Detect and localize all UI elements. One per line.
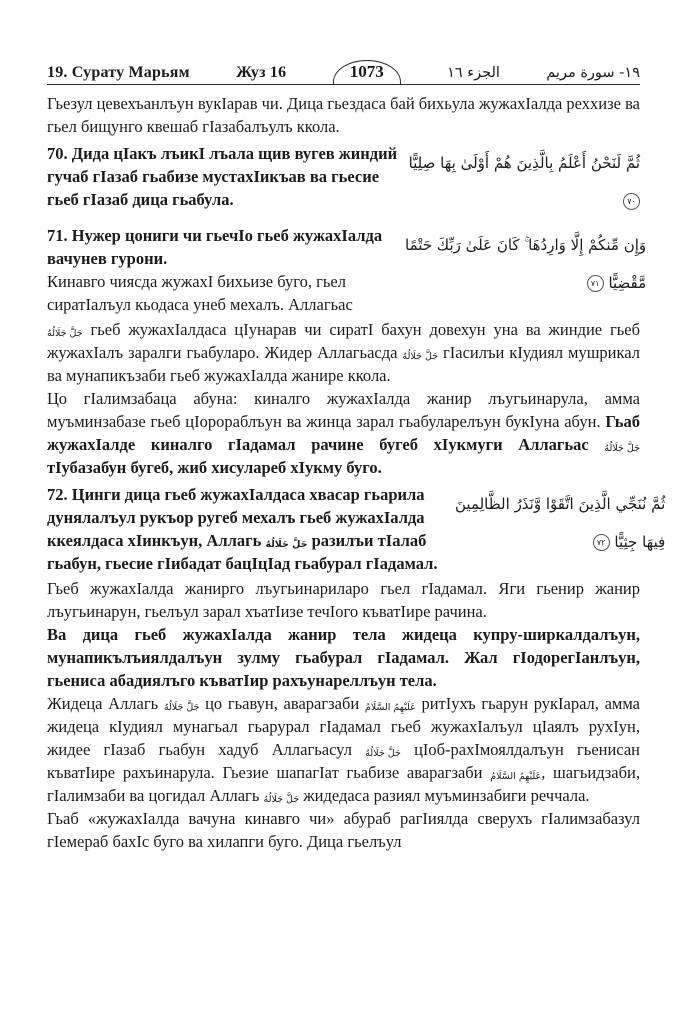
jalla-jalaluhu-honorific: جَلَّ جَلَالُهُ (402, 351, 439, 362)
ayah-marker-72: ٧٢ (593, 534, 610, 551)
paragraph-believers (47, 692, 640, 807)
verse-72-arabic-line1: ثُمَّ نُنَجِّي الَّذِينَ اتَّقَوْا وَّنَذَرُ الظَّالِمِينَ (455, 495, 666, 513)
commentary-text: жидедаса разиял муъминзабиги реччала. (299, 786, 590, 805)
page-number-tab (333, 60, 401, 84)
jalla-jalaluhu-honorific: جَلَّ جَلَالُهُ (263, 794, 300, 805)
verse-72-translation-b: разилъи тIалаб гьабун, гьесие гIибадат бацIцIад гьабурал гIадамал. (47, 531, 438, 573)
commentary-text: Жидеца Аллагь (47, 694, 164, 713)
alayhim-assalam-honorific: عَلَيْهِمُ السَّلَامُ (364, 702, 416, 713)
jalla-jalaluhu-honorific: جَلَّ جَلَالُهُ (163, 702, 200, 713)
ayah-marker-71: ٧١ (587, 275, 604, 292)
verse-70-arabic-text: ثُمَّ لَنَحْنُ أَعْلَمُ بِالَّذِينَ هُمْ أَوْلَىٰ بِهَا صِلِيًّا (408, 154, 640, 172)
verse-72-translation (47, 483, 455, 575)
jalla-jalaluhu-honorific: جَلَّ جَلَالُهُ (265, 539, 308, 550)
verse-72-arabic (455, 483, 665, 575)
header-surah-title-cyrillic: 19. Сурату Марьям (47, 64, 190, 81)
commentary-text: , шагьидзаби, гIалимзаби ва цогидал Аллагь (47, 763, 640, 805)
header-surah-title-arabic: ١٩- سورة مريم (546, 65, 640, 81)
page-header (47, 50, 640, 85)
commentary-bold-text: тIубазабун бугеб, жиб хисулареб хIукму буго. (47, 458, 382, 477)
header-juz-arabic: الجزء ١٦ (447, 65, 500, 81)
verse-70-translation: 70. Дида цIакъ лъикI лъала щив вугев жиндий гучаб гIазаб гьабизе мустахIикъав ва гьесие гьеб гIазаб дица гьабула. (47, 144, 398, 209)
verse-70-block (47, 142, 640, 220)
paragraph-final: Гьаб «жужахIалда вачуна кинавго чи» абураб рагIиялда сверухъ гIалимзабазул гIемераб бахIс буго ва хилапги буго. Дица гьелъул (47, 809, 640, 851)
verse-71-arabic-line2 (405, 264, 646, 302)
jalla-jalaluhu-honorific: جَلَّ جَلَالُهُ (47, 328, 83, 339)
verse-71-arabic-line1: وَإِن مِّنكُمْ إِلَّا وَارِدُهَا ۚ كَانَ عَلَىٰ رَبِّكَ حَتْمًا (405, 236, 647, 254)
jalla-jalaluhu-honorific: جَلَّ جَلَالُهُ (365, 748, 401, 759)
commentary-bold-text: Гьаб жужахIалде киналго гIадамал рачине бугеб хIукмуги Аллагьас (47, 412, 640, 454)
commentary-text: ритIухъ гьарун рукIарал, амма жидеца кIудиял мунагьал гьарурал гIадамал гьеб жужахIалъул цIаялъ рухIун, жидее гIазаб гьабун хадуб Аллагьасул (47, 694, 640, 759)
verse-71-arabic-line2-text: مَّقْضِيًّا (608, 274, 647, 292)
paragraph-commentary-71 (47, 318, 640, 387)
commentary-text: Цо гIалимзабаца абуна: киналго жужахIалда жанир лъугьинарула, амма муъминзабазе гьеб цIорораблъун ва жинца зарал гьабуларелъун букIуна абун. (47, 389, 640, 431)
verse-71-block (47, 224, 647, 316)
verse-72-arabic-line2 (455, 523, 665, 561)
jalla-jalaluhu-honorific: جَلَّ جَلَالُهُ (604, 443, 640, 454)
commentary-text: гьеб жужахIалдаса цIунарав чи сиратI бахун довехун уна ва жиндие гьеб жужахIалъ заралги гьабуларо. Жидер Аллагьасда (47, 320, 640, 362)
alayhim-assalam-honorific: عَلَيْهِمُ السَّلَامُ (490, 771, 542, 782)
paragraph-scholars-opinion (47, 387, 640, 479)
paragraph-intro: Гьезул цевехъанлъун вукIарав чи. Дица гьездаса бай бихьула жужахIалда реххизе ва гьел бищунго квешаб гIазабалъулъ ккола. (47, 94, 640, 136)
commentary-text: цо гьавун, аварагзаби (199, 694, 365, 713)
page-body (47, 85, 666, 853)
verse-70-arabic (405, 142, 640, 220)
paragraph-bold-warning: Ва дица гьеб жужахIалда жанир тела жидеца купру-ширкалдалъун, мунапикълъиялдалъун зулму гьабурал гIадамал. Жал гIодорегIанлъун, гьениса абадиялъго къватIир рахъунареллъун тела. (47, 625, 640, 690)
verse-71-translation: 71. Нужер цониги чи гьечIо гьеб жужахIалда вачунев гурони. (47, 226, 383, 268)
page-number: 1073 (349, 62, 384, 81)
verse-72-arabic-line2-text: فِيهَا جِثِيًّا (614, 533, 666, 551)
header-juz-label: Жуз 16 (236, 64, 287, 81)
verse-71-arabic (405, 224, 646, 316)
verse-71-left-column (47, 224, 405, 316)
ayah-marker-70: ٧٠ (623, 193, 640, 210)
verse-71-commentary-start: Кинавго чиясда жужахI бихьизе буго, гьел сиратIалъул кьодаса унеб мехалъ. Аллагьас (47, 272, 353, 314)
commentary-text: гIасилъи кIудиял мушрикал ва мунапикъзаби гьеб жужахIалда жанире ккола. (47, 343, 640, 385)
verse-72-block (47, 483, 666, 575)
commentary-text: цIоб-рахIмоялдалъун гьенисан къватIире рахъинарула. Гьезие шапагIат гьабизе аварагзаби (47, 740, 640, 782)
verse-72-translation-a: 72. Цинги дица гьеб жужахIалдаса хвасар гьарила дунялалъул рукъор ругеб мехалъ гьеб жужахIалда ккеялдаса хIинкъун, Аллагь (47, 485, 425, 550)
paragraph-commentary-72: Гьеб жужахIалда жанирго лъугьинариларо гьел гIадамал. Яги гьенир жанир лъугьинарун, гьелъул зарал хъатIизе течIого къватIире рачина. (47, 579, 640, 621)
